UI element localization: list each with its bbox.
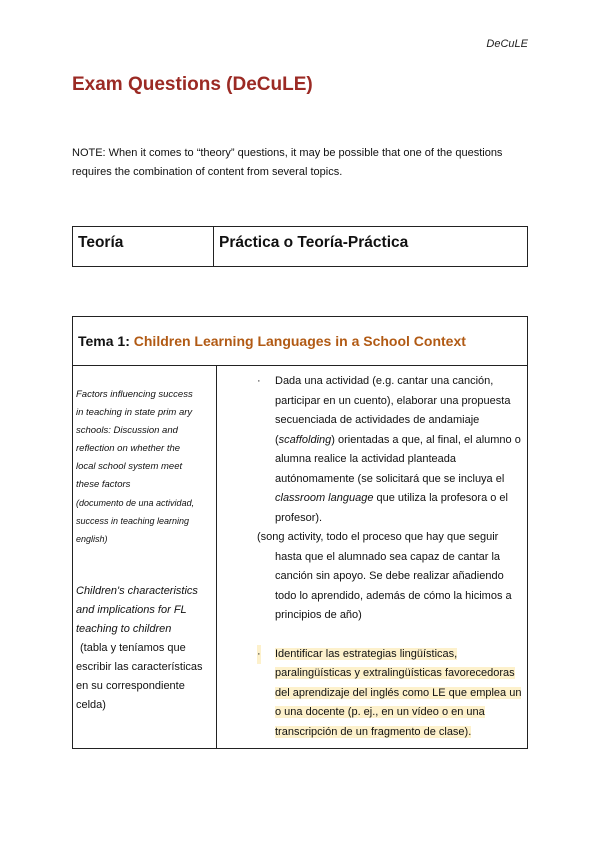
practice-text: o una docente (p. ej., en un vídeo o en una — [275, 706, 485, 718]
practice-text: paralingüísticas y extralingüísticas favorecedoras — [275, 667, 515, 679]
paren: ( — [275, 433, 279, 446]
theory-line: reflection on whether the — [76, 443, 181, 454]
scaffolding-term: scaffolding — [278, 433, 332, 446]
theory-line: Factors influencing success — [76, 389, 193, 400]
practice-text: del aprendizaje del inglés como LE que emplea un — [275, 686, 522, 699]
bullet-icon: · — [257, 375, 261, 387]
column-theory: Teoría — [73, 227, 214, 267]
practice-item-1 — [217, 372, 523, 528]
theory-line: teaching to children — [76, 623, 172, 635]
practice-line — [217, 645, 523, 665]
song-activity-note — [217, 528, 523, 626]
theory-line: these factors — [76, 479, 131, 490]
note-line: NOTE: When it comes to “theory” questions, it may be possible that one of the questions — [72, 147, 503, 159]
theory-note-line: success in teaching learning — [76, 516, 190, 526]
practice-line: principios de año) — [275, 609, 362, 621]
theory-note-line: escribir las características — [76, 661, 203, 673]
practice-line — [217, 489, 523, 509]
theory-note-line: (documento de una actividad, — [76, 498, 195, 508]
columns-header-table — [72, 226, 528, 267]
practice-cell — [217, 366, 528, 749]
practice-line: alumna realice la actividad planteada — [275, 453, 457, 465]
tema-heading — [73, 317, 528, 366]
practice-text: Dada una actividad (e.g. cantar una canción, — [275, 375, 494, 387]
practice-line — [217, 723, 523, 743]
tema-name: Children Learning Languages in a School Context — [133, 333, 466, 349]
theory-note-line: celda) — [76, 699, 106, 711]
tema-label: Tema 1: — [78, 333, 130, 349]
theory-note-line: (tabla y teníamos que — [80, 642, 186, 654]
note-line: requires the combination of content from several topics. — [72, 166, 343, 178]
practice-line — [217, 372, 523, 392]
practice-item-2 — [217, 645, 523, 743]
column-practice: Práctica o Teoría-Práctica — [214, 227, 528, 267]
theory-line: Children's characteristics — [76, 585, 198, 597]
practice-line — [217, 431, 523, 451]
practice-line: hasta que el alumnado sea capaz de cantar la — [275, 550, 501, 563]
theory-cell — [73, 366, 217, 749]
note-paragraph — [72, 144, 532, 182]
page-title: Exam Questions (DeCuLE) — [72, 74, 313, 95]
practice-line: participar en un cuento), elaborar una propuesta — [275, 394, 511, 407]
tema-table — [72, 316, 528, 749]
theory-block-2 — [76, 582, 214, 715]
theory-line: and implications for FL — [76, 604, 187, 616]
practice-text: que utiliza la profesora o el — [373, 492, 508, 504]
practice-text: ) orientadas a que, al final, el alumno o — [331, 433, 521, 446]
theory-note-line: english) — [76, 534, 108, 544]
practice-text: Identificar las estrategias lingüísticas, — [275, 647, 458, 660]
practice-line: canción sin apoyo. Se debe realizar añadiendo — [275, 570, 504, 582]
theory-block-1 — [76, 386, 214, 548]
bullet-icon: · — [257, 645, 261, 665]
theory-note-line: en su correspondiente — [76, 680, 185, 692]
practice-line: (song activity, todo el proceso que hay que seguir — [257, 531, 499, 543]
theory-line: schools: Discussion and — [76, 425, 178, 436]
practice-line — [217, 684, 523, 704]
classroom-language-term: classroom language — [275, 492, 374, 504]
practice-text: transcripción de un fragmento de clase). — [275, 725, 472, 738]
practice-line: todo lo aprendido, además de cómo la hicimos a — [275, 589, 512, 602]
header-brand: DeCuLE — [486, 38, 528, 50]
theory-line: in teaching in state prim ary — [76, 407, 193, 418]
theory-line: local school system meet — [76, 461, 183, 472]
practice-line — [217, 664, 523, 684]
practice-line: profesor). — [275, 511, 323, 524]
practice-line: autónomamente (se solicitará que se incluya el — [275, 472, 505, 485]
practice-line — [217, 703, 523, 723]
practice-line: secuenciada de actividades de andamiaje — [275, 414, 480, 426]
